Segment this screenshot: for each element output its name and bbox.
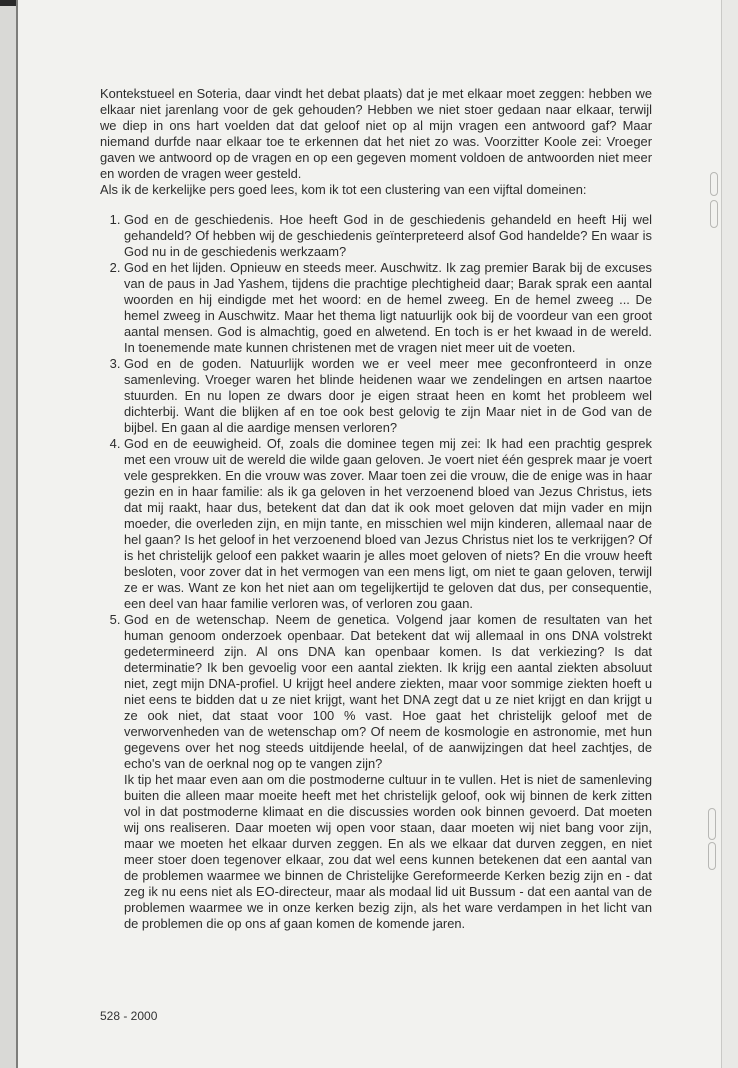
list-item: 2. God en het lijden. Opnieuw en steeds meer. Auschwitz. Ik zag premier Barak bij de excuses van de paus in Jad Yashem, tijdens die prachtige plechtigheid daar; Barak sprak een aantal woorden en hij eindigde met het woord: en de hemel zweeg. En de hemel zweeg ... De hemel zweeg in Auschwitz. Maar het thema ligt natuurlijk ook bij de voordeur van een groot aantal mensen. God is almachtig, goed en alwetend. En toch is er het kwaad in de wereld. In toenemende mate kunnen christenen met de vragen niet meer uit de voeten. — [124, 260, 652, 356]
list-item: 5. God en de wetenschap. Neem de genetica. Volgend jaar komen de resultaten van het human genoom onderzoek openbaar. Dat betekent dat wij allemaal in ons DNA volstrekt gedetermineerd zijn. Al ons DNA kan openbaar komen. Is dat verkiezing? Is dat determinatie? Ik ben gevoelig voor een aantal ziekten. Ik krijg een aantal ziekten absoluut niet, zegt mijn DNA-profiel. U krijgt heel andere ziekten, maar voor sommige ziekten hoeft u niet eens te bidden dat u ze niet krijgt, want het DNA zegt dat u ze niet krijgt en dan krijgt u ze ook niet, dat staat voor 100 % vast. Hoe gaat het christelijk geloof met de verworvenheden van de wetenschap om? Of neem de kosmologie en astronomie, met hun gegevens over het nog steeds uitdijende heelal, of de aanwijzingen dat heel zachtjes, de echo's van de oerknal nog op te vangen zijn? — [124, 612, 652, 772]
list-item: 1. God en de geschiedenis. Hoe heeft God in de geschiedenis gehandeld en heeft Hij wel gehandeld? Of hebben wij de geschiedenis geïnterpreteerd alsof God handelde? En waar is God nu in de geschiedenis werkzaam? — [124, 212, 652, 260]
binding-mark — [708, 842, 716, 870]
scan-right-edge — [721, 0, 738, 1068]
list-item: 4. God en de eeuwigheid. Of, zoals die dominee tegen mij zei: Ik had een prachtig gesprek met een vrouw uit de wereld die wilde gaan geloven. Je voert niet één gesprek maar je voert vele gesprekken. En die vrouw was zover. Maar toen zei die vrouw, die de enige was in haar gezin en in haar familie: als ik ga geloven in het verzoenend bloed van Jezus Christus, iets dat mij raakt, haar dus, betekent dat dan dat ik ook moet geloven dat mijn vader en mijn moeder, die overleden zijn, en mijn tante, en misschien wel mijn kinderen, allemaal naar de hel gaan? Is het geloof in het verzoenend bloed van Jezus Christus niet los te verkrijgen? Of is het christelijk geloof een pakket waarin je alles moet geloven of niets? En die vrouw heeft besloten, voor zover dat in het vermogen van een mens ligt, om niet te gaan geloven, terwijl ze er was. Want ze kon het niet aan om tegelijkertijd te geloven dat dus, per consequentie, een deel van haar familie verloren was, of verloren zou gaan. — [124, 436, 652, 612]
intro-paragraph: Kontekstueel en Soteria, daar vindt het debat plaats) dat je met elkaar moet zeggen: hebben we elkaar niet jarenlang voor de gek gehouden? Hebben we niet stoer gedaan naar elkaar, terwijl we diep in ons hart voelden dat dat geloof niet op al mijn vragen een antwoord gaf? Maar niemand durfde naar elkaar toe te erkennen dat het niet zo was. Voorzitter Koole zei: Vroeger gaven we antwoord op de vragen en op een gegeven moment voldoen de antwoorden niet meer en worden de vragen weer gesteld. — [100, 86, 652, 181]
binding-mark — [710, 200, 718, 228]
binding-mark — [710, 172, 718, 196]
binding-mark — [708, 808, 716, 840]
body-text — [100, 86, 652, 932]
domain-list — [100, 212, 652, 772]
list-item: 3. God en de goden. Natuurlijk worden we er veel meer mee geconfronteerd in onze samenleving. Vroeger waren het blinde heidenen waar we zendelingen en artsen naartoe stuurden. En nu lopen ze dwars door je eigen straat heen en komt het probleem wel dichterbij. Want die blijken af en toe ook best gelovig te zijn Maar niet in de God van de bijbel. En gaan al die aardige mensen verloren? — [124, 356, 652, 436]
closing-paragraph: Ik tip het maar even aan om die postmoderne cultuur in te vullen. Het is niet de samenleving buiten die alleen maar moeite heeft met het christelijk geloof, ook wij binnen de kerk zitten vol in dat postmoderne klimaat en die discussies worden ook binnen gevoerd. Dat moeten wij ons realiseren. Daar moeten wij open voor staan, daar moeten wij niet bang voor zijn, maar we moeten het elkaar durven zeggen. En als we elkaar dat durven zeggen, en niet meer stoer doen tegenover elkaar, zou dat wel eens kunnen betekenen dat een aantal van de problemen waarmee we binnen de Christelijke Gereformeerde Kerken bezig zijn en - dat zeg ik nu eens niet als EO-directeur, maar als modaal lid uit Bussum - dat een aantal van de problemen waarmee we in onze kerken bezig zijn, als het ware verdampen in het licht van de problemen die op ons af gaan komen de komende jaren. — [124, 772, 652, 931]
page-footer: 528 - 2000 — [100, 1009, 158, 1023]
intro-paragraph: Als ik de kerkelijke pers goed lees, kom ik tot een clustering van een vijftal domeinen: — [100, 182, 587, 197]
